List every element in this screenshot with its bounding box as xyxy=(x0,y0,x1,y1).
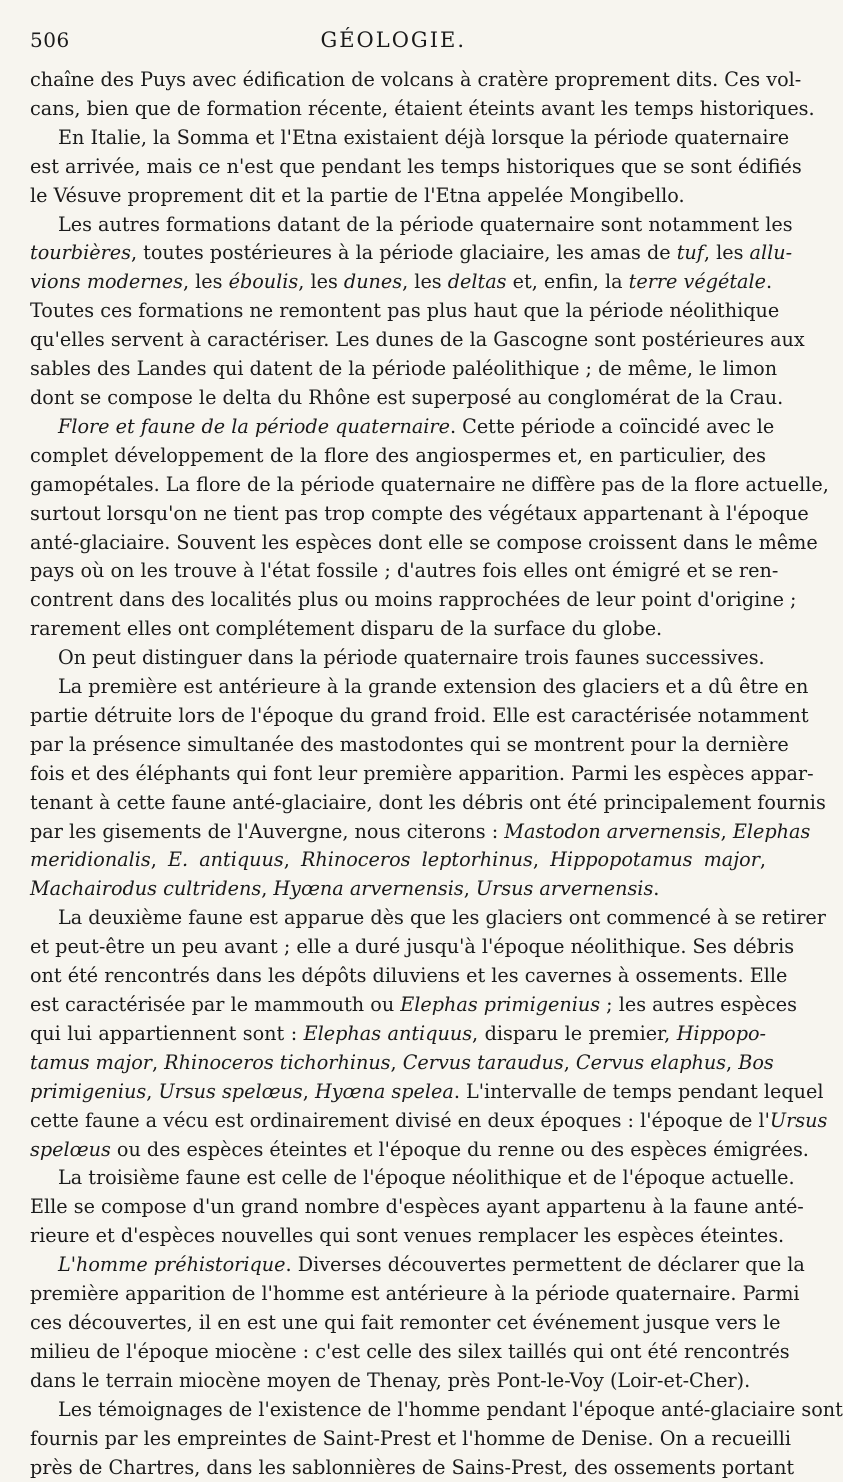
text-line: L'homme préhistorique. Diverses découvertes permettent de déclarer que la xyxy=(30,1251,766,1280)
text-line: La première est antérieure à la grande extension des glaciers et a dû être en xyxy=(30,673,766,702)
text-line: tourbières, toutes postérieures à la période glaciaire, les amas de tuf, les allu- xyxy=(30,239,766,268)
text-line: tenant à cette faune anté-glaciaire, dont les débris ont été principalement fournis xyxy=(30,789,766,818)
text-line: spelœus ou des espèces éteintes et l'époque du renne ou des espèces émigrées. xyxy=(30,1136,766,1165)
text-line: le Vésuve proprement dit et la partie de l'Etna appelée Mongibello. xyxy=(30,182,766,211)
text-line: première apparition de l'homme est antérieure à la période quaternaire. Parmi xyxy=(30,1280,766,1309)
page-body xyxy=(30,66,766,1482)
text-line: Flore et faune de la période quaternaire. Cette période a coïncidé avec le xyxy=(30,413,766,442)
text-line: qu'elles servent à caractériser. Les dunes de la Gascogne sont postérieures aux xyxy=(30,326,766,355)
page-header xyxy=(30,28,766,66)
text-line: chaîne des Puys avec édification de volcans à cratère proprement dits. Ces vol- xyxy=(30,66,766,95)
text-line: vions modernes, les éboulis, les dunes, les deltas et, enfin, la terre végétale. xyxy=(30,268,766,297)
text-line: dont se compose le delta du Rhône est superposé au conglomérat de la Crau. xyxy=(30,384,766,413)
text-line: La troisième faune est celle de l'époque néolithique et de l'époque actuelle. xyxy=(30,1164,766,1193)
text-line: est caractérisée par le mammouth ou Elephas primigenius ; les autres espèces xyxy=(30,991,766,1020)
page-number: 506 xyxy=(30,28,70,52)
text-line: qui lui appartiennent sont : Elephas antiquus, disparu le premier, Hippopo- xyxy=(30,1020,766,1049)
text-line: sables des Landes qui datent de la période paléolithique ; de même, le limon xyxy=(30,355,766,384)
running-title: GÉOLOGIE. xyxy=(320,28,466,52)
text-line: par la présence simultanée des mastodontes qui se montrent pour la dernière xyxy=(30,731,766,760)
text-line: anté-glaciaire. Souvent les espèces dont elle se compose croissent dans le même xyxy=(30,529,766,558)
text-line: En Italie, la Somma et l'Etna existaient déjà lorsque la période quaternaire xyxy=(30,124,766,153)
text-line: et peut-être un peu avant ; elle a duré jusqu'à l'époque néolithique. Ses débris xyxy=(30,933,766,962)
text-line: ont été rencontrés dans les dépôts diluviens et les cavernes à ossements. Elle xyxy=(30,962,766,991)
text-line: cette faune a vécu est ordinairement divisé en deux époques : l'époque de l'Ursus xyxy=(30,1107,766,1136)
text-line: gamopétales. La flore de la période quaternaire ne diffère pas de la flore actuelle, xyxy=(30,471,766,500)
text-line: Toutes ces formations ne remontent pas plus haut que la période néolithique xyxy=(30,297,766,326)
text-line: partie détruite lors de l'époque du grand froid. Elle est caractérisée notamment xyxy=(30,702,766,731)
text-line: tamus major, Rhinoceros tichorhinus, Cervus taraudus, Cervus elaphus, Bos xyxy=(30,1049,766,1078)
text-line: ces découvertes, il en est une qui fait remonter cet événement jusque vers le xyxy=(30,1309,766,1338)
text-line: meridionalis, E. antiquus, Rhinoceros leptorhinus, Hippopotamus major, xyxy=(30,846,766,875)
text-line: primigenius, Ursus spelœus, Hyœna spelea. L'intervalle de temps pendant lequel xyxy=(30,1078,766,1107)
text-line: complet développement de la flore des angiospermes et, en particulier, des xyxy=(30,442,766,471)
text-line: près de Chartres, dans les sablonnières de Sains-Prest, des ossements portant xyxy=(30,1454,766,1482)
text-line: cans, bien que de formation récente, étaient éteints avant les temps historiques. xyxy=(30,95,766,124)
text-line: On peut distinguer dans la période quaternaire trois faunes successives. xyxy=(30,644,766,673)
text-line: Machairodus cultridens, Hyœna arvernensis, Ursus arvernensis. xyxy=(30,875,766,904)
text-line: par les gisements de l'Auvergne, nous citerons : Mastodon arvernensis, Elephas xyxy=(30,818,766,847)
text-line: milieu de l'époque miocène : c'est celle des silex taillés qui ont été rencontrés xyxy=(30,1338,766,1367)
text-line: fois et des éléphants qui font leur première apparition. Parmi les espèces appar- xyxy=(30,760,766,789)
text-line: fournis par les empreintes de Saint-Prest et l'homme de Denise. On a recueilli xyxy=(30,1425,766,1454)
text-line: dans le terrain miocène moyen de Thenay, près Pont-le-Voy (Loir-et-Cher). xyxy=(30,1367,766,1396)
text-line: est arrivée, mais ce n'est que pendant les temps historiques que se sont édifiés xyxy=(30,153,766,182)
text-line: contrent dans des localités plus ou moins rapprochées de leur point d'origine ; xyxy=(30,586,766,615)
text-line: surtout lorsqu'on ne tient pas trop compte des végétaux appartenant à l'époque xyxy=(30,500,766,529)
text-line: pays où on les trouve à l'état fossile ; d'autres fois elles ont émigré et se ren- xyxy=(30,557,766,586)
text-line: rarement elles ont complétement disparu de la surface du globe. xyxy=(30,615,766,644)
text-line: Elle se compose d'un grand nombre d'espèces ayant appartenu à la faune anté- xyxy=(30,1193,766,1222)
text-line: rieure et d'espèces nouvelles qui sont venues remplacer les espèces éteintes. xyxy=(30,1222,766,1251)
text-line: La deuxième faune est apparue dès que les glaciers ont commencé à se retirer xyxy=(30,904,766,933)
text-line: Les autres formations datant de la période quaternaire sont notamment les xyxy=(30,211,766,240)
text-line: Les témoignages de l'existence de l'homme pendant l'époque anté-glaciaire sont xyxy=(30,1396,766,1425)
